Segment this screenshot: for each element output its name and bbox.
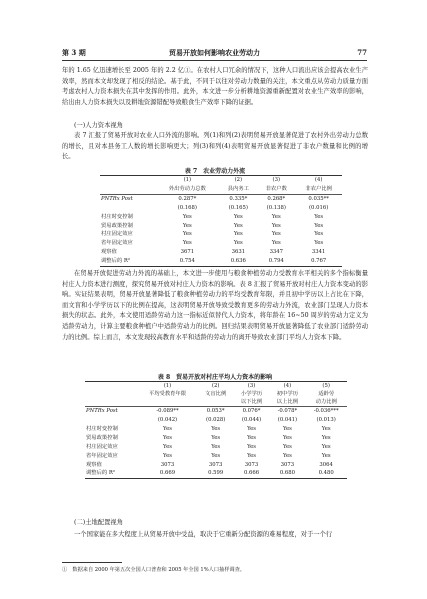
column-number: (4) [269,382,305,391]
table-cell: (0.013) [316,417,336,423]
column-number: (4) [295,176,342,185]
column-title [198,399,234,407]
table-cell: Yes [247,452,256,459]
header-rule [62,60,367,61]
table-cell: 0.669 [137,469,197,478]
body-paragraph-2: 表 7 汇报了贸易开放对农业人口外流的影响。列(1)和列(2)表明贸易开放显著促进了农村外出劳动力总数的增长，且对本县务工人数的增长影响更大；列(3)和列(4)表明贸易开放显著促进了非农户数量和比例的增长。 [62,132,368,161]
column-number: (2) [219,176,257,185]
table-header-row [100,185,342,194]
table-cell: (0.042) [157,417,178,423]
body-paragraph-4: 一个国家能在多大程度上从贸易开放中受益，取决于它重新分配资源的难易程度，对于一个行 [74,531,333,538]
issue-number: 第 3 期 [62,48,86,57]
table-cell: Yes [271,231,281,238]
table-8 [85,381,347,479]
table-cell: (0.028) [206,417,226,423]
table-cell: Yes [163,443,172,450]
table-cell: 0.035** [295,194,342,203]
table-cell: (0.016) [308,204,329,211]
row-label: 省年固定效应 [101,240,133,247]
table-cell: 3073 [208,461,223,468]
table-cell: Yes [211,425,221,432]
table-row [85,469,347,478]
table-cell: Yes [233,213,243,220]
row-label: PNTRx Post [100,194,155,203]
column-title: 动力比例 [315,398,337,405]
table-cell: 0.053* [198,407,234,416]
table-cell: Yes [211,443,221,450]
table-cell: Yes [163,425,172,432]
table-row [85,425,347,434]
table-cell: 3347 [269,249,284,256]
column-number: (1) [137,382,197,391]
row-label [100,204,155,213]
table-row [100,239,342,248]
table-cell: -0.089** [137,407,197,416]
table-row [85,407,347,416]
column-number: (1) [155,176,219,185]
table-cell: Yes [233,231,243,238]
row-label: 贸易政策控制 [101,222,133,229]
table-cell: 3073 [244,461,259,468]
section-heading-human-capital: (一)人力资本视角 [74,122,123,129]
table-row [85,434,347,443]
column-title: 县内务工 [227,185,249,192]
table-cell: Yes [211,452,221,459]
table-cell: Yes [247,434,256,441]
table-cell: Yes [233,240,243,247]
column-title: 以下比例 [240,398,263,405]
table-row [85,443,347,452]
body-paragraph-3: 在贸易开放促进劳动力外流的基础上，本文进一步使用与粮食种植劳动力受教育水平相关的多个指标衡量村庄人力资本进行测度，探究贸易开放对村庄人力资本的影响。表 8 汇报了贸易开放对村庄人力资本变动的影响。实证结果表明，贸易开放显著降低了粮食种植劳动力的平均受教育年限，并且初中学历以上占比在下降，而文盲和小学学历以下的比例在提高，这表明贸易开放导致受教育更多的劳动力外流，农业部门呈现人力资本损失的状态。此外，本文使用适龄劳动力这一指标近似替代人力资本，将年龄在 16∼50 周岁的劳动力定义为适龄劳动力，计算主要粮食种植户中适龄劳动力的比例。回归结果表明贸易开放显著降低了农业部门适龄劳动力的比例。综上而言，本文发现较高教育水平和适龄的劳动力的离开导致农业部门平均人力资本下降。 [62,270,368,341]
table-row [100,204,342,213]
column-title: 平均受教育年限 [148,390,187,397]
table-cell: 0.076* [234,407,270,416]
column-number: (3) [234,382,270,391]
table-cell: 0.754 [155,257,219,266]
table-cell: Yes [163,434,172,441]
table-cell: (0.138) [266,204,286,211]
table-cell: 3073 [160,461,175,468]
journal-article-title: 贸易开放如何影响农业劳动力 [169,48,260,57]
table-cell: Yes [163,452,172,459]
row-label: 省年固定效应 [86,452,118,459]
table-cell: 3341 [311,249,326,256]
table-cell: Yes [182,231,192,238]
table-cell: (0.044) [241,417,262,423]
table-cell: (0.165) [228,204,248,211]
row-label: 村庄固定效应 [86,443,118,450]
column-title: 适龄劳 [318,390,335,397]
column-number: (5) [305,382,347,391]
table-cell: 0.767 [295,257,342,266]
table-row [85,416,347,425]
table-row [100,248,342,257]
table-row [100,222,342,231]
row-label: 调整后的 R² [100,257,155,266]
table-row [85,461,347,470]
row-label: 村庄固定效应 [101,231,133,238]
row-label: PNTRx Post [85,407,137,416]
table-7 [100,175,342,267]
table-cell: Yes [282,443,292,450]
table-header-row [85,382,347,391]
table-header-row [85,399,347,407]
column-title: 初中学历 [276,390,298,397]
header-blank-cell [85,391,137,399]
table-cell: 0.794 [257,257,295,266]
table-cell: Yes [271,240,281,247]
table-cell: 0.636 [219,257,257,266]
column-title [137,399,197,407]
table8-caption: 表 8 贸易开放对村庄平均人力资本的影响 [157,374,273,381]
footnote: ① 数据来自 2000 年第五次全国人口普查和 2005 年全国 1%人口抽样调查。 [62,567,245,573]
table-row [100,230,342,239]
column-number: (3) [257,176,295,185]
table-cell: 0.268* [257,194,295,203]
table-cell: 3671 [180,249,195,256]
table-cell: 0.680 [269,469,305,478]
table-header-row [100,176,342,185]
table-cell: -0.078* [269,407,305,416]
table-cell: 0.480 [305,469,347,478]
table-cell: 3064 [319,461,333,468]
table-cell: Yes [211,434,221,441]
column-title: 以上比例 [276,398,298,405]
table-cell: Yes [233,222,243,229]
table-cell: (0.168) [177,204,197,211]
running-header [62,48,367,60]
row-label: 观察值 [86,461,102,468]
table-row [100,257,342,266]
table-row [100,213,342,222]
footnote-rule [62,562,122,563]
table-cell: 0.335* [219,194,257,203]
table-row [85,452,347,461]
table-cell: Yes [182,222,192,229]
row-label: 调整后的 R² [85,469,137,478]
table-cell: 0.599 [198,469,234,478]
table-cell: Yes [314,222,324,229]
table-cell: Yes [271,222,281,229]
table-cell: Yes [314,240,324,247]
table-cell: Yes [282,434,292,441]
header-blank-cell [100,185,155,194]
table-cell: 0.666 [234,469,270,478]
table-cell: (0.041) [277,417,298,423]
column-title: 非农户比例 [305,185,332,192]
column-number: (2) [198,382,234,391]
table-cell: -0.036*** [305,407,347,416]
table7-caption: 表 7 农业劳动力外流 [184,168,246,175]
row-label: 观察值 [101,249,117,256]
column-title: 小学学历 [240,390,263,397]
page-number: 77 [357,48,367,57]
table-cell: Yes [314,231,324,238]
table-cell: Yes [282,425,292,432]
table-cell: 3073 [280,461,295,468]
table-cell: 3631 [231,249,246,256]
column-title: 外出劳动力总数 [168,185,206,192]
table-cell: Yes [247,443,256,450]
row-label: 贸易政策控制 [86,434,118,441]
table-cell: Yes [321,425,331,432]
table-cell: Yes [182,240,192,247]
table-cell: Yes [182,213,192,220]
table-header-row [85,391,347,399]
header-blank-cell [85,399,137,407]
row-label: 村庄时变控制 [101,213,133,220]
section-heading-land-allocation: (二)土地配置视角 [74,519,123,526]
header-blank-cell [85,382,137,391]
table-cell: Yes [321,434,331,441]
row-label: 村庄时变控制 [86,425,118,432]
column-title: 文盲比例 [205,390,227,397]
table-cell: Yes [321,452,331,459]
table-cell: Yes [247,425,256,432]
table-cell: Yes [314,213,324,220]
header-blank-cell [100,176,155,185]
row-label [85,416,137,425]
table-cell: Yes [321,443,331,450]
column-title: 非农户数 [265,185,287,192]
table-cell: 0.287* [155,194,219,203]
body-paragraph-1: 年的 1.65 亿迅速增长至 2005 年的 2.2 亿①。在农村人口冗余的情况下，这种人口流出应该会提高农业生产效率，然而本文却发现了相反的结论。基于此，不同于以往对劳动力数量的关注，本文重点从劳动力质量方面考虑农村人力资本损失在其中发挥的作用。此外，本文进一步分析耕地资源重新配置对农业生产效率的影响，给出由人力资本损失以及耕地资源错配导致粮食生产效率下降的证据。 [62,67,368,106]
table-cell: Yes [271,213,281,220]
table-cell: Yes [282,452,292,459]
table-row [100,194,342,203]
